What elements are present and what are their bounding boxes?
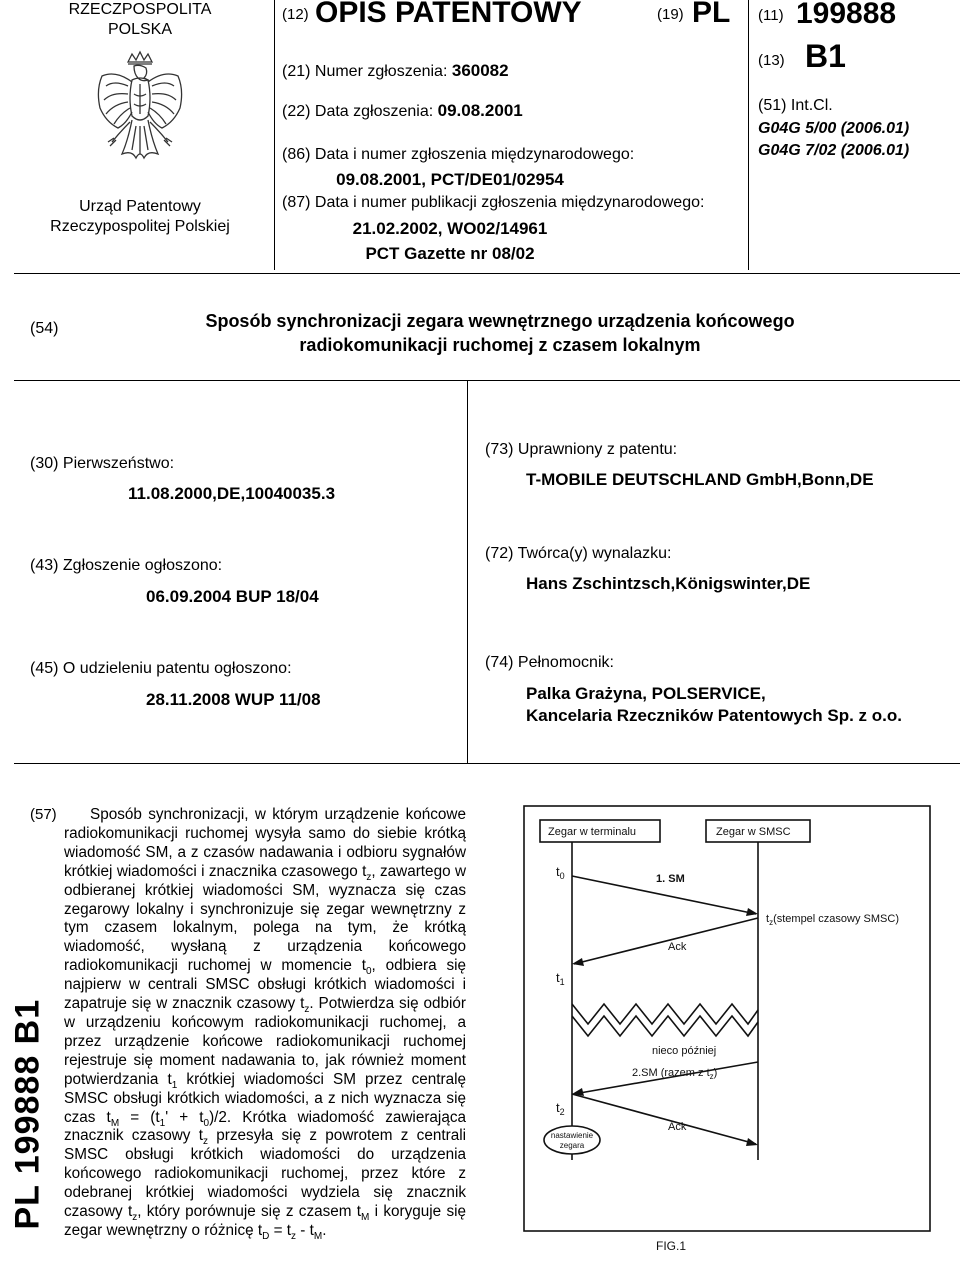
grant-value: 28.11.2008 WUP 11/08: [146, 690, 321, 709]
filing-date: 09.08.2001: [437, 101, 523, 120]
attorney-value: [526, 683, 902, 727]
clock-adjust-line1: nastawienie: [550, 1131, 594, 1140]
figure-frame: [524, 806, 930, 1231]
ack-1-arrow: [574, 918, 758, 964]
country-line1: RZECZPOSPOLITA: [68, 1, 212, 18]
intcl-class-2: G04G 7/02 (2006.01): [758, 142, 910, 159]
clock-adjust-line2: zegara: [559, 1141, 585, 1150]
title-line1: Sposób synchronizacji zegara wewnętrznego urządzenia końcowego: [205, 311, 795, 331]
attorney-line2: Kancelaria Rzeczników Patentowych Sp. z o.o.: [526, 706, 902, 725]
invention-title: [150, 309, 850, 357]
priority-label: (30) Pierwszeństwo:: [30, 455, 175, 472]
code-13: (13): [758, 52, 785, 69]
t1-label: $t_1$: [556, 970, 565, 987]
kind-code: B1: [805, 38, 846, 74]
header-divider-right: [748, 0, 749, 270]
code-19: (19): [657, 6, 684, 23]
pct-gazette: PCT Gazette nr 08/02: [365, 244, 535, 263]
intcl-label: (51) Int.Cl.: [758, 97, 833, 114]
ack-1-label: Ack: [668, 941, 687, 953]
title-line2: radiokomunikacji ruchomej z czasem lokalnym: [299, 335, 701, 355]
ack-2-label: Ack: [668, 1121, 687, 1133]
code-11: (11): [758, 7, 784, 24]
sequence-diagram-figure: [510, 800, 940, 1260]
owner-label: (73) Uprawniony z patentu:: [485, 441, 678, 458]
attorney-label: (74) Pełnomocnik:: [485, 654, 614, 671]
intl-publication-label: (87) Data i numer publikacji zgłoszenia międzynarodowego:: [282, 194, 705, 211]
title-bottom-rule: [14, 380, 960, 381]
priority-value: 11.08.2000,DE,10040035.3: [128, 484, 336, 503]
msg-1-sm-label: 1. SM: [656, 873, 685, 885]
filing-date-label: (22) Data zgłoszenia:: [282, 103, 434, 120]
biblio-bottom-rule: [14, 763, 960, 764]
office-line2: Rzeczypospolitej Polskiej: [50, 218, 230, 235]
app-publication-label: (43) Zgłoszenie ogłoszono:: [30, 557, 223, 574]
office-line1: Urząd Patentowy: [79, 198, 201, 215]
intl-publication-value: 21.02.2002, WO02/14961: [352, 219, 548, 238]
patent-office-name: [30, 197, 250, 237]
smsc-clock-text: Zegar w SMSC: [716, 826, 791, 838]
t0-label: $t_0$: [556, 864, 565, 881]
app-publication-value: 06.09.2004 BUP 18/04: [146, 587, 319, 606]
figure-caption: FIG.1: [656, 1239, 687, 1253]
biblio-divider: [467, 380, 468, 763]
intcl-class-1: G04G 5/00 (2006.01): [758, 120, 910, 137]
tz-label: $t_z(stempel$ czasowy SMSC): [766, 913, 899, 927]
header-divider-left: [274, 0, 275, 270]
t2-label: $t_2$: [556, 1100, 565, 1117]
application-number: 360082: [451, 61, 509, 80]
document-type: OPIS PATENTOWY: [315, 0, 582, 29]
intl-filing-label: (86) Data i numer zgłoszenia międzynarodowego:: [282, 146, 635, 163]
issuing-country: [40, 0, 240, 40]
country-code: PL: [692, 0, 731, 29]
title-code: (54): [30, 320, 59, 337]
country-line2: POLSKA: [107, 21, 173, 38]
filing-date-row: [282, 101, 523, 121]
terminal-clock-text: Zegar w terminalu: [548, 826, 637, 838]
msg-2-sm-label: 2.SM (razem z $t_z$): [632, 1067, 718, 1081]
header-bottom-rule: [14, 273, 960, 274]
patent-sidebar-label: PL 199888 B1: [8, 998, 47, 1230]
intl-filing-value: 09.08.2001, PCT/DE01/02954: [336, 170, 564, 189]
later-label: nieco później: [652, 1045, 717, 1057]
abstract-body: Sposób synchronizacji, w którym urządzenie końcowe radiokomunikacji ruchomej wysyła samo do siebie krótką wiadomość SM, a z czasów nadawania i odbioru sygnałów krótkiej wiadomości i znacznika czasowego $t_z$, zawartego w odbieranej krótkiej wiadomości SM, wyznacza się czas zegarowy lokalny i synchronizuje się zegar wewnętrzny z tym czasem lokalnym, polega na tym, że krótką wiadomość, wysłaną z urządzenia końcowego radiokomunikacji ruchomej w momencie $t_0$, odbiera się najpierw w centrali SMSC obsługi krótkich wiadomości i zapatruje się w znacznik czasowy $t_z$. Potwierdza się odbiór w urządzeniu końcowym radiokomunikacji ruchomej, a przez urządzenie końcowe radiokomunikacji ruchomej rejestruje się moment nadawania to, jak również moment potwierdzania $t_1$ krótkiej wiadomości SM przez centralę SMSC obsługi krótkich wiadomości, a z nich wyznacza się czas $t_M = (t_1' + t_0)/2$. Krótka wiadomość zawierająca znacznik czasowy $t_z$ przesyła się z powrotem z centrali SMSC obsługi krótkich wiadomości do urządzenia końcowego radiokomunikacji ruchomej, przez które z odebranej krótkiej wiadomości wydziela się znacznik czasowy $t_z$, który porównuje się z czasem $t_M$ i koryguje się zegar wewnętrzny o różnicę $t_D = t_z - t_M$.: [64, 806, 467, 1242]
application-number-row: [282, 61, 509, 81]
abstract-code: (57): [30, 806, 57, 823]
inventor-label: (72) Twórca(y) wynalazku:: [485, 545, 672, 562]
application-number-label: (21) Numer zgłoszenia:: [282, 63, 448, 80]
abstract-text: [64, 806, 466, 1241]
grant-label: (45) O udzieleniu patentu ogłoszono:: [30, 660, 292, 677]
attorney-line1: Palka Grażyna, POLSERVICE,: [526, 684, 766, 703]
code-12: (12): [282, 6, 309, 23]
eagle-emblem-icon: [92, 50, 188, 180]
owner-value: T-MOBILE DEUTSCHLAND GmbH,Bonn,DE: [526, 470, 874, 489]
inventor-value: Hans Zschintzsch,Königswinter,DE: [526, 574, 811, 593]
patent-number: 199888: [796, 0, 897, 30]
